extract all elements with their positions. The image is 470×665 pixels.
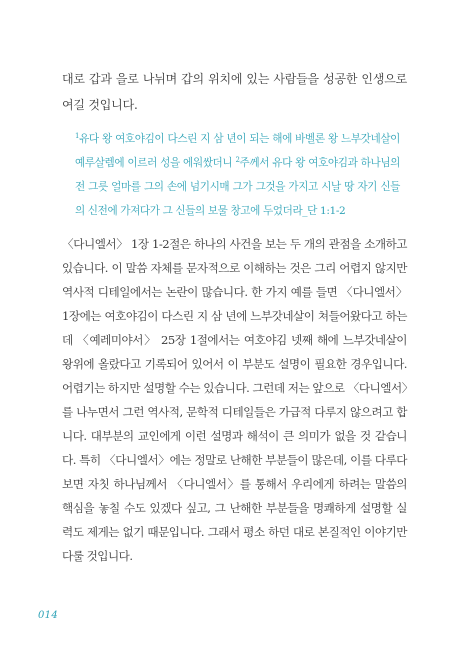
verse-number-1: 1 [75, 132, 80, 140]
verse-text-2: 주께서 유다 왕 여호야김과 하나님의 전 그릇 얼마를 그의 손에 넘기시매 그가 그것을 가지고 시날 땅 자기 신들의 신전에 가져다가 그 신들의 보물 창고에 두었더라_단 1:1-2 [75, 157, 400, 217]
scripture-quote [75, 127, 400, 223]
intro-paragraph: 대로 갑과 을로 나뉘며 갑의 위치에 있는 사람들을 성공한 인생으로 여길 것입니다. [62, 72, 407, 112]
page-number: 014 [38, 610, 58, 621]
verse-text-1: 유다 왕 여호야김이 다스린 지 삼 년이 되는 해에 바벨론 왕 느부갓네살이 예루살렘에 이르러 성을 에워쌌더니 [75, 133, 400, 169]
verse-number-2: 2 [235, 156, 240, 164]
body-paragraph: 〈다니엘서〉 1장 1-2절은 하나의 사건을 보는 두 개의 관점을 소개하고 있습니다. 이 말씀 자체를 문자적으로 이해하는 것은 그리 어렵지 않지만 역사적 디테일에서는 논란이 많습니다. 한 가지 예를 들면 〈다니엘서〉 1장에는 여호야김이 다스린 지 삼 년에 느부갓네살이 쳐들어왔다고 하는데 〈예레미야서〉 25장 1절에서는 여호야김 넷째 해에 느부갓네살이 왕위에 올랐다고 기록되어 있어서 이 부분도 설명이 필요한 경우입니다. 어렵기는 하지만 설명할 수는 있습니다. 그런데 저는 앞으로 〈다니엘서〉를 나누면서 그런 역사적, 문학적 디테일들은 가급적 다루지 않으려고 합니다. 대부분의 교인에게 이런 설명과 해석이 큰 의미가 없을 것 같습니다. 특히 〈다니엘서〉에는 정말로 난해한 부분들이 많은데, 이를 다루다 보면 자칫 하나님께서 〈다니엘서〉를 통해서 우리에게 하려는 말씀의 핵심을 놓칠 수도 있겠다 싶고, 그 난해한 부분들을 명쾌하게 설명할 실력도 제게는 없기 때문입니다. 그래서 평소 하던 대로 본질적인 이야기만 다룰 것입니다. [62, 237, 407, 563]
